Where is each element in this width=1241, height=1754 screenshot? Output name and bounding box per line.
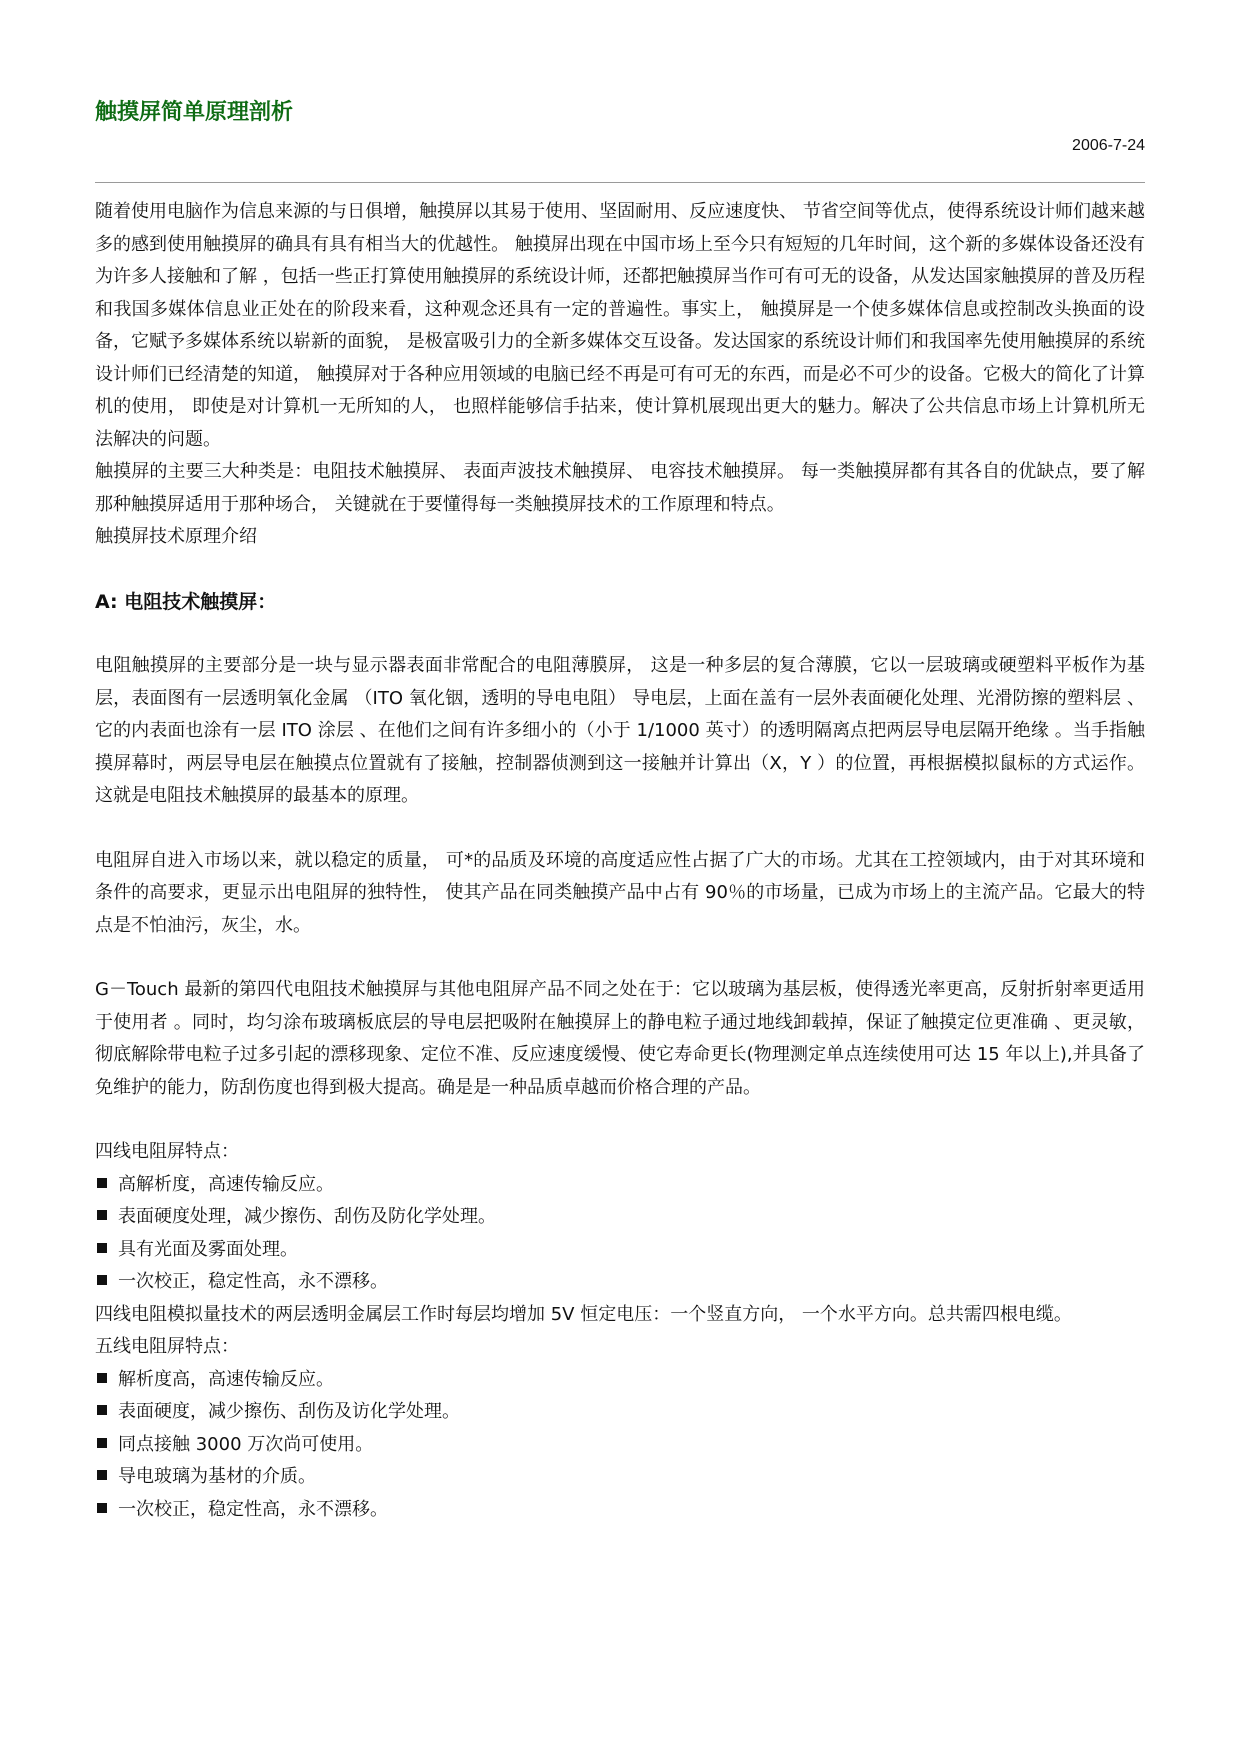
square-bullet-icon — [97, 1243, 107, 1253]
spacer — [95, 813, 1145, 845]
square-bullet-icon — [97, 1470, 107, 1480]
list-item — [95, 1201, 1145, 1234]
list-item-text: 解析度高，高速传输反应。 — [118, 1368, 334, 1390]
list-item-text: 高解析度，高速传输反应。 — [118, 1173, 334, 1195]
spacer — [95, 1104, 1145, 1136]
list-item — [95, 1396, 1145, 1429]
intro-paragraph-3: 触摸屏技术原理介绍 — [95, 526, 257, 547]
header-divider — [95, 182, 1145, 183]
list-item-text: 导电玻璃为基材的介质。 — [118, 1466, 316, 1487]
list-item — [95, 1461, 1145, 1494]
intro-paragraph-2: 触摸屏的主要三大种类是：电阻技术触摸屏、 表面声波技术触摸屏、 电容技术触摸屏。 每一类触摸屏都有其各自的优缺点，要了解那种触摸屏适用于那种场合， 关键就在于要懂得每一类触摸屏技术的工作原理和特点。 — [95, 461, 1145, 515]
document-body — [95, 196, 1145, 1526]
spacer — [95, 942, 1145, 974]
list-item-text: 表面硬度，减少擦伤、刮伤及访化学处理。 — [118, 1401, 460, 1422]
section-a-heading: A: 电阻技术触摸屏： — [95, 590, 277, 613]
document-date: 2006-7-24 — [1072, 137, 1145, 154]
section-a-paragraph-3: G－Touch 最新的第四代电阻技术触摸屏与其他电阻屏产品不同之处在于：它以玻璃为基层板，使得透光率更高，反射折射率更适用于使用者 。同时，均匀涂布玻璃板底层的导电层把吸附在触摸屏上的静电粒子通过地线卸载掉，保证了触摸定位更准确 、更灵敏，彻底解除带电粒子过多引起的漂移现象、定位不准、反应速度缓慢、使它寿命更长(物理测定单点连续使用可达 15 年以上),并具备了免维护的能力，防刮伤度也得到极大提高。确是是一种品质卓越而价格合理的产品。 — [95, 979, 1145, 1098]
square-bullet-icon — [97, 1503, 107, 1513]
list-item — [95, 1429, 1145, 1462]
section-a-paragraph-2: 电阻屏自进入市场以来，就以稳定的质量， 可*的品质及环境的高度适应性占据了广大的市场。尤其在工控领域内，由于对其环境和条件的高要求，更显示出电阻屏的独特性， 使其产品在同类触摸产品中占有 90％的市场量，已成为市场上的主流产品。它最大的特点是不怕油污，灰尘，水。 — [95, 849, 1145, 936]
list-item — [95, 1266, 1145, 1299]
list-item — [95, 1494, 1145, 1527]
list-item — [95, 1169, 1145, 1202]
spacer — [95, 618, 1145, 650]
square-bullet-icon — [97, 1405, 107, 1415]
intro-paragraph-1: 随着使用电脑作为信息来源的与日俱增，触摸屏以其易于使用、坚固耐用、反应速度快、 节省空间等优点，使得系统设计师们越来越多的感到使用触摸屏的确具有具有相当大的优越性。 触摸屏出现在中国市场上至今只有短短的几年时间，这个新的多媒体设备还没有为许多人接触和了解 ，包括一些正打算使用触摸屏的系统设计师，还都把触摸屏当作可有可无的设备，从发达国家触摸屏的普及历程和我国多媒体信息业正处在的阶段来看，这种观念还具有一定的普遍性。事实上， 触摸屏是一个使多媒体信息或控制改头换面的设备，它赋予多媒体系统以崭新的面貌， 是极富吸引力的全新多媒体交互设备。发达国家的系统设计师们和我国率先使用触摸屏的系统设计师们已经清楚的知道， 触摸屏对于各种应用领域的电脑已经不再是可有可无的东西，而是必不可少的设备。它极大的简化了计算机的使用， 即使是对计算机一无所知的人， 也照样能够信手拈来，使计算机展现出更大的魅力。解决了公共信息市场上计算机所无法解决的问题。 — [95, 201, 1145, 450]
square-bullet-icon — [97, 1438, 107, 1448]
document-title: 触摸屏简单原理剖析 — [95, 100, 294, 125]
list-item — [95, 1364, 1145, 1397]
square-bullet-icon — [97, 1373, 107, 1383]
list-item-text: 同点接触 3000 万次尚可使用。 — [118, 1433, 374, 1455]
list-item-text: 表面硬度处理，减少擦伤、刮伤及防化学处理。 — [118, 1206, 496, 1227]
list-item-text: 具有光面及雾面处理。 — [118, 1238, 298, 1260]
list-item — [95, 1234, 1145, 1267]
spacer — [95, 554, 1145, 586]
section-a-paragraph-1: 电阻触摸屏的主要部分是一块与显示器表面非常配合的电阻薄膜屏， 这是一种多层的复合薄膜，它以一层玻璃或硬塑料平板作为基层，表面图有一层透明氧化金属 （ITO 氧化铟，透明的导电电阻） 导电层，上面在盖有一层外表面硬化处理、光滑防擦的塑料层 、它的内表面也涂有一层 ITO 涂层 、在他们之间有许多细小的（小于 1/1000 英寸）的透明隔离点把两层导电层隔开绝缘 。当手指触摸屏幕时，两层导电层在触摸点位置就有了接触，控制器侦测到这一接触并计算出（X，Y ）的位置，再根据模拟鼠标的方式运作。这就是电阻技术触摸屏的最基本的原理。 — [95, 655, 1145, 806]
square-bullet-icon — [97, 1275, 107, 1285]
square-bullet-icon — [97, 1210, 107, 1220]
list-item-text: 一次校正，稳定性高，永不漂移。 — [118, 1498, 388, 1520]
list-item-text: 一次校正，稳定性高，永不漂移。 — [118, 1271, 388, 1292]
square-bullet-icon — [97, 1178, 107, 1188]
five-wire-heading: 五线电阻屏特点： — [95, 1336, 239, 1357]
four-wire-heading: 四线电阻屏特点： — [95, 1141, 239, 1162]
four-wire-note: 四线电阻模拟量技术的两层透明金属层工作时每层均增加 5V 恒定电压：一个竖直方向， 一个水平方向。总共需四根电缆。 — [95, 1303, 1072, 1325]
